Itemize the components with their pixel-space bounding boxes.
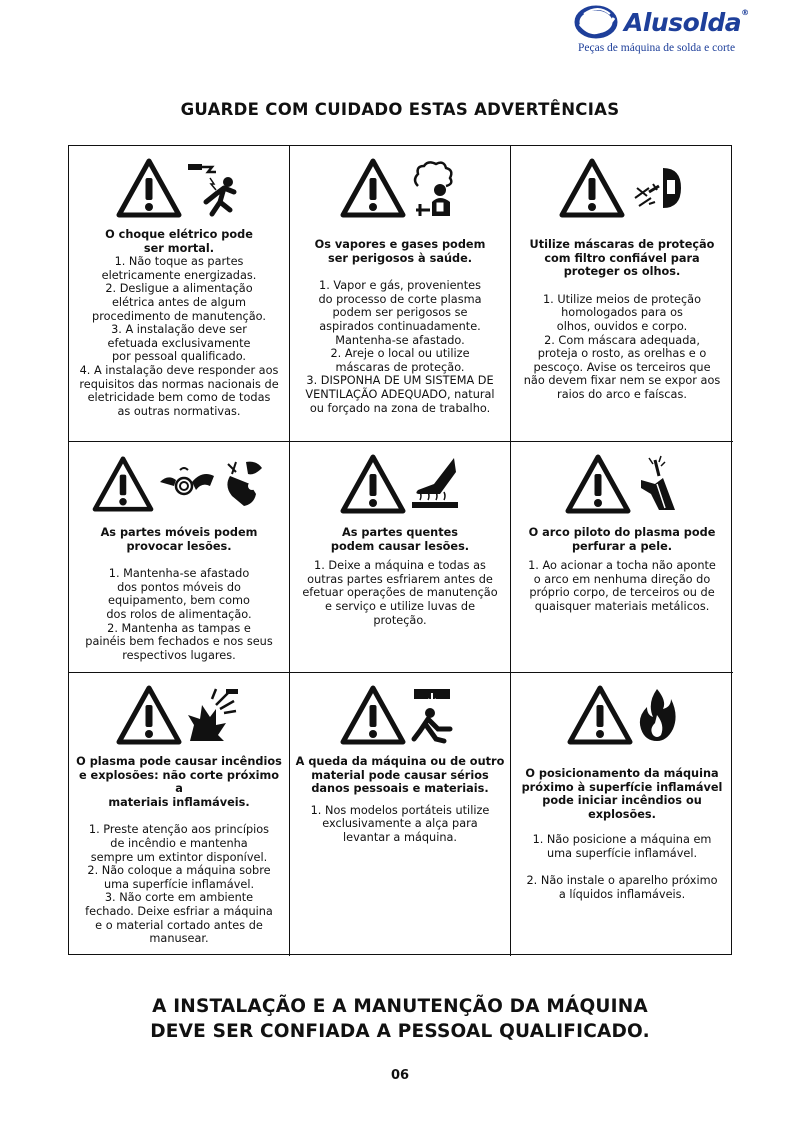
fire-icon xyxy=(637,685,677,745)
qualified-personnel-warning: A INSTALAÇÃO E A MANUTENÇÃO DA MÁQUINA DEVE SER CONFIADA A PESSOAL QUALIFICADO. xyxy=(150,996,650,1042)
welding-mask-icon xyxy=(629,158,685,218)
warning-cell xyxy=(290,442,511,673)
warning-triangle-icon xyxy=(567,685,633,745)
warning-body: 1. Nos modelos portáteis utilize exclusivamente a alça para levantar a máquina. xyxy=(310,803,490,844)
warning-body: 1. Mantenha-se afastado dos pontos móveis do equipamento, bem como dos rolos de alimentação. 2. Mantenha as tampas e painéis bem fechados e nos seus respectivos lugares. xyxy=(85,567,273,662)
electric-shock-icon xyxy=(186,158,242,218)
warning-cell xyxy=(69,146,290,442)
page-title: GUARDE COM CUIDADO ESTAS ADVERTÊNCIAS xyxy=(180,100,620,119)
warning-title: O choque elétrico pode ser mortal. xyxy=(105,228,253,255)
warning-triangle-icon xyxy=(340,685,406,745)
explosion-icon xyxy=(186,685,242,745)
logo-swoosh-icon xyxy=(574,4,630,40)
warning-title: Os vapores e gases podem ser perigosos à saúde. xyxy=(314,238,486,265)
warning-body: 1. Não toque as partes eletricamente energizadas. 2. Desligue a alimentação elétrica antes de algum procedimento de manutenção. 3. A instalação deve ser efetuada exclusivamente por pessoal qualificado. 4. A instalação deve responder aos requisitos das normas nacionais de eletricidade bem como de todas as outras normativas. xyxy=(79,255,279,418)
warning-title: As partes quentes podem causar lesões. xyxy=(330,526,470,553)
warning-body: 1. Deixe a máquina e todas as outras partes esfriarem antes de efetuar operações de manutenção e serviço e utilize luvas de proteção. xyxy=(302,559,498,627)
falling-object-icon xyxy=(410,685,460,745)
warning-triangle-icon xyxy=(116,685,182,745)
warning-cell xyxy=(69,442,290,673)
hot-surface-hand-icon xyxy=(410,454,460,514)
warning-cell xyxy=(511,146,733,442)
page-number: 06 xyxy=(390,1068,410,1083)
fumes-icon xyxy=(410,158,460,218)
warning-cell xyxy=(511,673,733,956)
warning-body: 1. Vapor e gás, provenientes do processo de corte plasma podem ser perigosos se aspirados continuadamente. Mantenha-se afastado. 2. Areje o local ou utilize máscaras de proteção. 3. DISPONHA DE UM SISTEMA DE VENTILAÇÃO ADEQUADO, natural ou forçado na zona de trabalho. xyxy=(305,279,495,415)
warning-triangle-icon xyxy=(565,454,631,514)
warning-triangle-icon xyxy=(340,454,406,514)
warning-body: 1. Preste atenção aos princípios de incêndio e mantenha sempre um extintor disponível. 2. Não coloque a máquina sobre uma superfície inflamável. 3. Não corte em ambiente fechado. Deixe esfriar a máquina e o material cortado antes de manusear. xyxy=(85,823,273,946)
warning-body: 1. Ao acionar a tocha não aponte o arco em nenhuma direção do próprio corpo, de terceiros ou de quaisquer materiais metálicos. xyxy=(528,559,716,613)
warning-title: O posicionamento da máquina próximo à superfície inflamável pode iniciar incêndios ou explosões. xyxy=(521,767,723,821)
warning-cell xyxy=(69,673,290,956)
warning-cell xyxy=(290,146,511,442)
moving-parts-icon xyxy=(158,456,218,512)
warning-title: A queda da máquina ou de outro material pode causar sérios danos pessoais e materiais. xyxy=(295,755,505,796)
warning-triangle-icon xyxy=(340,158,406,218)
warning-body: 1. Utilize meios de proteção homologados para os olhos, ouvidos e corpo. 2. Com máscara adequada, proteja o rosto, as orelhas e o pescoço. Avise os terceiros que não devem fixar nem se expor aos raios do arco e faíscas. xyxy=(523,292,721,401)
brand-tagline: Peças de máquina de solda e corte xyxy=(578,42,736,54)
warning-title: Utilize máscaras de proteção com filtro confiável para proteger os olhos. xyxy=(529,238,715,279)
warnings-grid xyxy=(68,145,732,955)
warning-triangle-icon xyxy=(116,158,182,218)
hand-pinch-icon xyxy=(222,456,266,512)
warning-title: As partes móveis podem provocar lesões. xyxy=(100,526,258,553)
warning-cell xyxy=(290,673,511,956)
warning-body: 1. Não posicione a máquina em uma superfície inflamável. 2. Não instale o aparelho próximo a líquidos inflamáveis. xyxy=(526,833,718,901)
warning-title: O plasma pode causar incêndios e explosões: não corte próximo a materiais inflamáveis. xyxy=(76,755,282,809)
brand-logo xyxy=(568,4,749,56)
warning-triangle-icon xyxy=(92,456,154,512)
torch-hand-icon xyxy=(635,454,679,514)
warning-title: O arco piloto do plasma pode perfurar a pele. xyxy=(528,526,716,553)
brand-name: Alusolda® xyxy=(624,8,749,37)
warning-cell xyxy=(511,442,733,673)
warning-triangle-icon xyxy=(559,158,625,218)
